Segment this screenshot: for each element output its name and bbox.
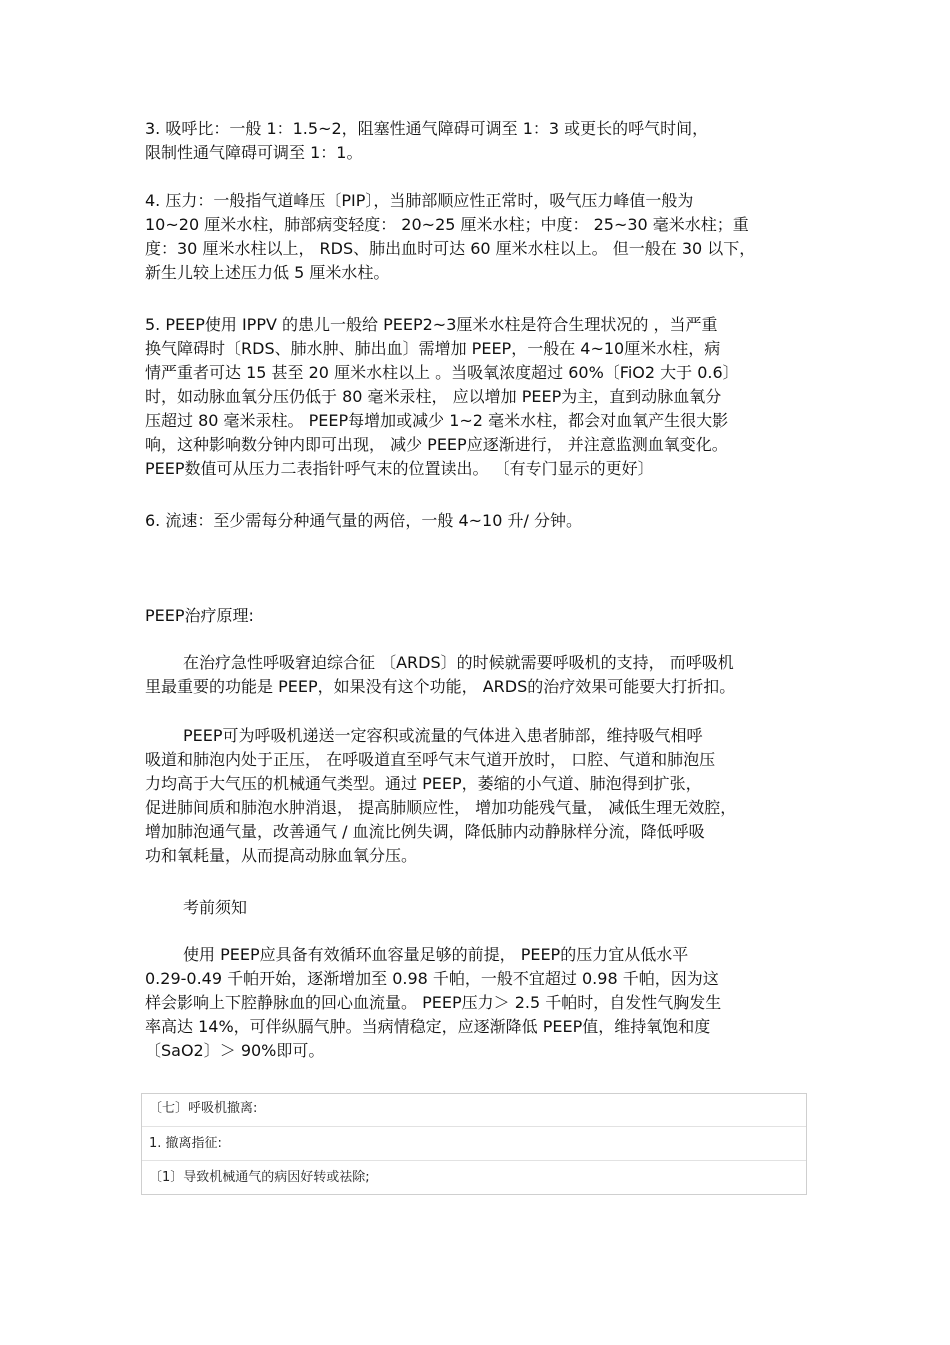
text-line: 情严重者可达 15 甚至 20 厘米水柱以上 。当吸氧浓度超过 60%〔FiO2 大于 0.6〕 — [145, 363, 739, 382]
text-line: 考前须知 — [183, 898, 248, 917]
paragraph-pressure — [145, 189, 810, 285]
section-heading — [145, 604, 810, 628]
subheading-precautions — [145, 896, 810, 920]
paragraph-inspiration-expiration-ratio — [145, 117, 810, 165]
text-line: 6. 流速：至少需每分种通气量的两倍，一般 4~10 升/ 分钟。 — [145, 511, 582, 530]
text-line: 4. 压力：一般指气道峰压〔PIP〕，当肺部顺应性正常时，吸气压力峰值一般为 — [145, 191, 694, 210]
paragraph-peep-mechanism — [145, 724, 810, 868]
text-line: 里最重要的功能是 PEEP，如果没有这个功能， ARDS的治疗效果可能要大打折扣。 — [145, 677, 736, 696]
text-line: 力均高于大气压的机械通气类型。通过 PEEP，萎缩的小气道、肺泡得到扩张， — [145, 774, 702, 793]
text-line: 时，如动脉血氧分压仍低于 80 毫米汞柱， 应以增加 PEEP为主，直到动脉血氧分 — [145, 387, 722, 406]
text-line: PEEP可为呼吸机递送一定容积或流量的气体进入患者肺部，维持吸气相呼 — [183, 726, 703, 745]
paragraph-peep-usage — [145, 943, 810, 1063]
text-line: 0.29-0.49 千帕开始，逐渐增加至 0.98 千帕，一般不宜超过 0.98 千帕，因为这 — [145, 969, 719, 988]
table-row: 1. 撤离指征: — [149, 1136, 222, 1151]
text-line: 增加肺泡通气量，改善通气 / 血流比例失调，降低肺内动静脉样分流，降低呼吸 — [145, 822, 705, 841]
table-divider — [142, 1126, 806, 1127]
table-divider — [142, 1160, 806, 1161]
text-line: 促进肺间质和肺泡水肿消退， 提高肺顺应性， 增加功能残气量， 减低生理无效腔， — [145, 798, 737, 817]
text-line: 使用 PEEP应具备有效循环血容量足够的前提， PEEP的压力宜从低水平 — [183, 945, 689, 964]
text-line: 率高达 14%，可伴纵膈气肿。当病情稳定，应逐渐降低 PEEP值，维持氧饱和度 — [145, 1017, 711, 1036]
text-line: 限制性通气障碍可调至 1：1。 — [145, 143, 363, 162]
text-line: 10~20 厘米水柱，肺部病变轻度： 20~25 厘米水柱；中度： 25~30 毫米水柱；重 — [145, 215, 749, 234]
text-line: 5. PEEP使用 IPPV 的患儿一般给 PEEP2~3厘米水柱是符合生理状况的 ，当严重 — [145, 315, 718, 334]
text-line: 样会影响上下腔静脉血的回心血流量。 PEEP压力＞ 2.5 千帕时，自发性气胸发生 — [145, 993, 722, 1012]
text-line: 度：30 厘米水柱以上， RDS、肺出血时可达 60 厘米水柱以上。 但一般在 30 以下， — [145, 239, 756, 258]
text-line: 响，这种影响数分钟内即可出现， 减少 PEEP应逐渐进行， 并注意监测血氧变化。 — [145, 435, 728, 454]
paragraph-peep — [145, 313, 810, 481]
table-row: 〔七〕呼吸机撤离: — [149, 1101, 258, 1116]
text-line: PEEP治疗原理: — [145, 606, 254, 625]
text-line: 3. 吸呼比：一般 1：1.5~2，阻塞性通气障碍可调至 1：3 或更长的呼气时间， — [145, 119, 709, 138]
text-line: 新生儿较上述压力低 5 厘米水柱。 — [145, 263, 390, 282]
ventilator-weaning-table — [141, 1093, 807, 1195]
paragraph-flow-rate — [145, 509, 810, 533]
text-line: 〔SaO2〕＞ 90%即可。 — [145, 1041, 325, 1060]
text-line: 吸道和肺泡内处于正压， 在呼吸道直至呼气末气道开放时， 口腔、气道和肺泡压 — [145, 750, 716, 769]
paragraph-ards-intro — [145, 651, 810, 699]
text-line: PEEP数值可从压力二表指针呼气末的位置读出。 〔有专门显示的更好〕 — [145, 459, 654, 478]
text-line: 换气障碍时〔RDS、肺水肿、肺出血〕需增加 PEEP，一般在 4~10厘米水柱，病 — [145, 339, 721, 358]
text-line: 功和氧耗量，从而提高动脉血氧分压。 — [145, 846, 418, 865]
table-row: 〔1〕导致机械通气的病因好转或祛除; — [149, 1170, 370, 1185]
text-line: 在治疗急性呼吸窘迫综合征 〔ARDS〕的时候就需要呼吸机的支持， 而呼吸机 — [183, 653, 734, 672]
text-line: 压超过 80 毫米汞柱。 PEEP每增加或减少 1~2 毫米水柱，都会对血氧产生很大影 — [145, 411, 729, 430]
